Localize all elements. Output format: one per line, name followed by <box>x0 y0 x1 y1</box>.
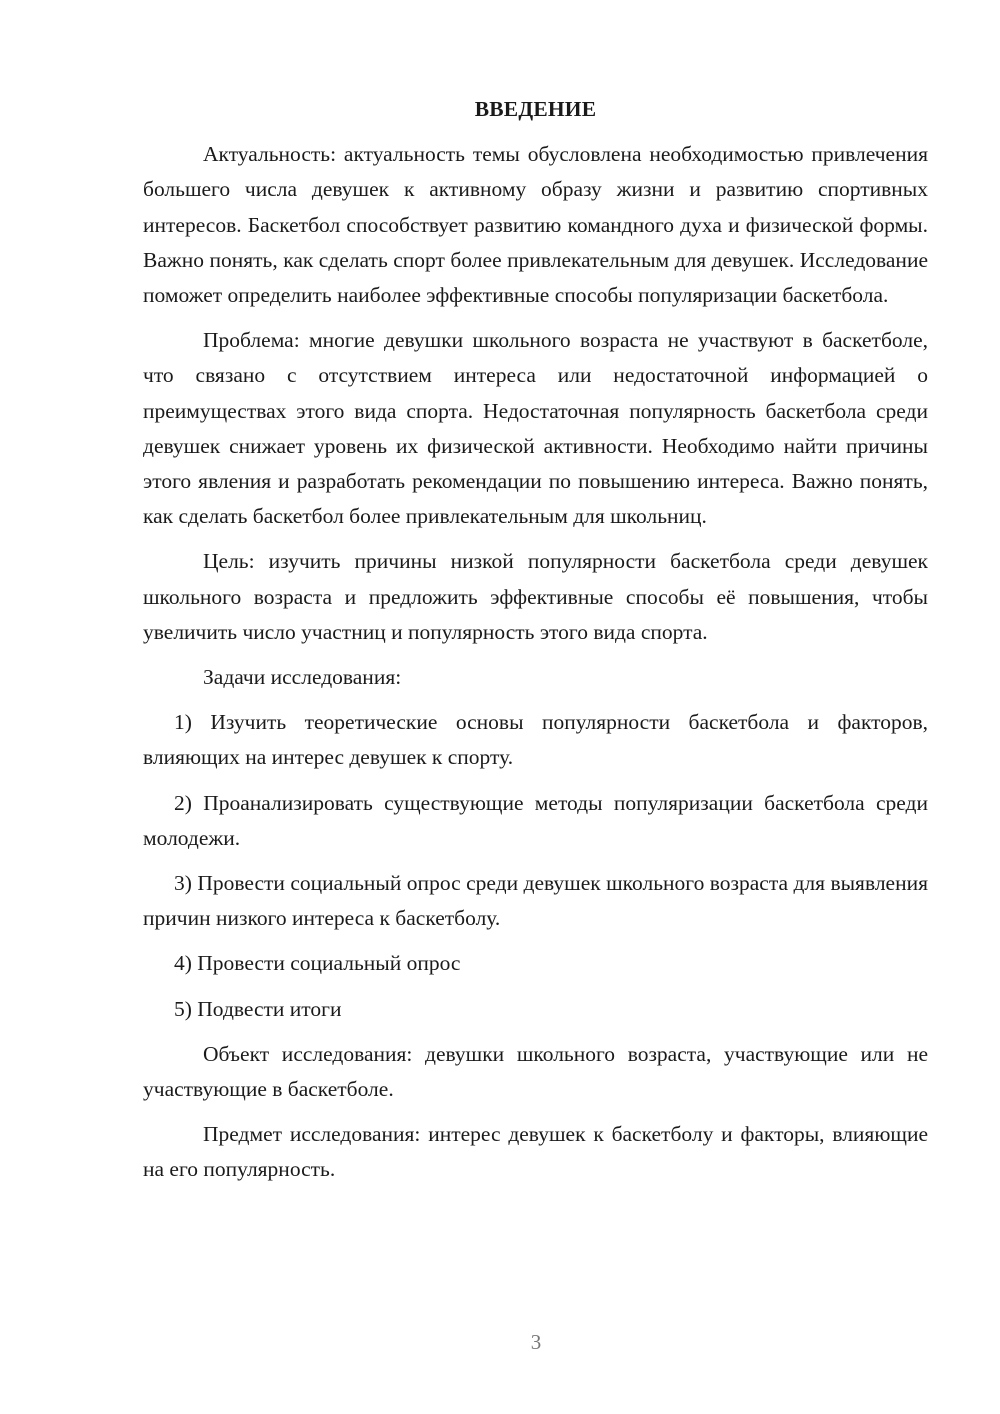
document-page <box>143 92 928 1198</box>
task-item: 5) Подвести итоги <box>174 996 342 1021</box>
document-title: ВВЕДЕНИЕ <box>474 97 597 121</box>
task-item: 3) Провести социальный опрос среди девушек школьного возраста для выявления причин низкого интереса к баскетболу. <box>143 871 928 931</box>
relevance-paragraph: Актуальность: актуальность темы обусловлена необходимостью привлечения большего числа девушек к активному образу жизни и развитию спортивных интересов. Баскетбол способствует развитию командного духа и физической формы. Важно понять, как сделать спорт более привлекательным для девушек. Исследование поможет определить наиболее эффективные способы популяризации баскетбола. <box>143 142 928 308</box>
task-item: 4) Провести социальный опрос <box>174 951 461 976</box>
tasks-heading: Задачи исследования: <box>203 665 402 690</box>
page-number: 3 <box>530 1330 542 1354</box>
subject-paragraph: Предмет исследования: интерес девушек к баскетболу и факторы, влияющие на его популярность. <box>143 1122 928 1182</box>
problem-paragraph: Проблема: многие девушки школьного возраста не участвуют в баскетболе, что связано с отсутствием интереса или недостаточной информацией о преимуществах этого вида спорта. Недостаточная популярность баскетбола среди девушек снижает уровень их физической активности. Необходимо найти причины этого явления и разработать рекомендации по повышению интереса. Важно понять, как сделать баскетбол более привлекательным для школьниц. <box>143 328 928 529</box>
task-item: 1) Изучить теоретические основы популярности баскетбола и факторов, влияющих на интерес девушек к спорту. <box>143 710 928 770</box>
object-paragraph: Объект исследования: девушки школьного возраста, участвующие или не участвующие в баскетболе. <box>143 1041 928 1102</box>
goal-paragraph: Цель: изучить причины низкой популярности баскетбола среди девушек школьного возраста и предложить эффективные способы её повышения, чтобы увеличить число участниц и популярность этого вида спорта. <box>143 549 928 644</box>
task-item: 2) Проанализировать существующие методы популяризации баскетбола среди молодежи. <box>143 790 928 850</box>
